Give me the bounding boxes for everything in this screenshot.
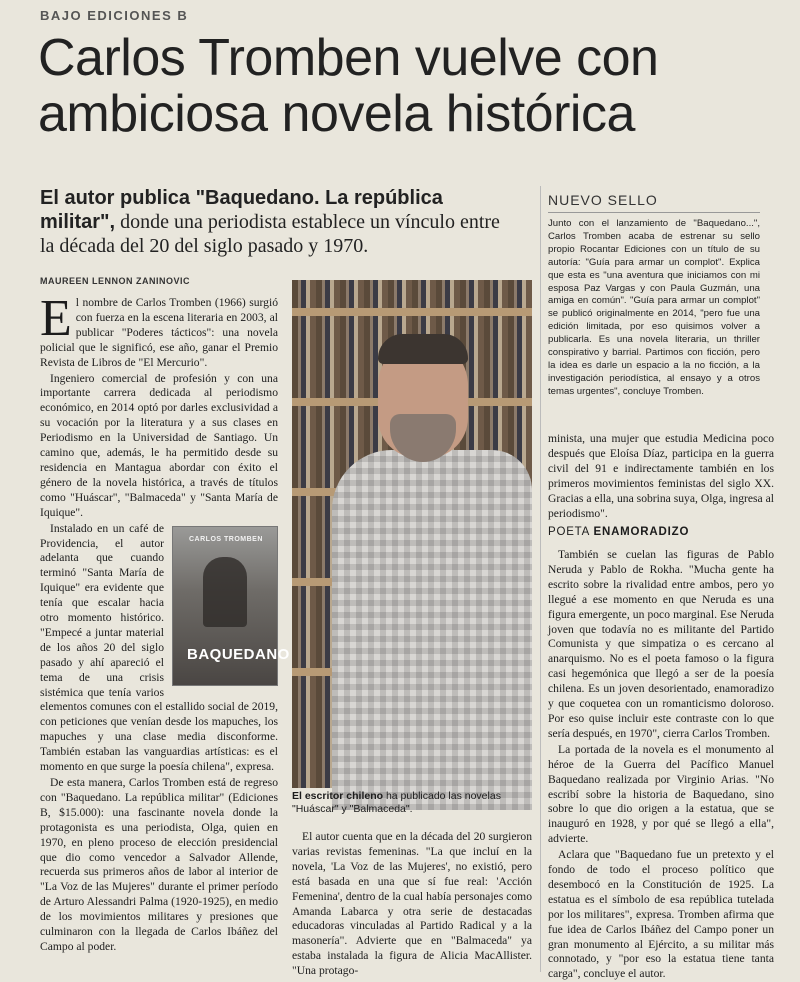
hair <box>378 334 468 364</box>
paragraph: También se cuelan las figuras de Pablo Neruda y Pablo de Rokha. "Mucha gente ha escrito sobre la rivalidad entre ambos, pero yo llegué a ese momento en que Neruda es una figura emergente, un poco marginal. Ese Neruda joven que todavía no es militante del Partido Comunista y que simpatiza o es cercano al anarquismo. No es el poeta famoso o la figura casi hegemónica que llegó a ser de la poesía chilena. Es un joven desorientado, enamoradizo y que coquetea con un romanticismo doloroso. Por eso quise incluir este contraste con lo que sería después, en 1970", cierra Carlos Tromben. <box>548 548 774 740</box>
paragraph: minista, una mujer que estudia Medicina poco después que Eloísa Díaz, participa en la guerra civil del 91 e indirectamente también en los primeros movimientos feministas del siglo XX. Gracias a ella, una sobrina suya, Olga, ingresa al periodismo". <box>548 432 774 520</box>
author-photo <box>292 280 532 788</box>
bookshelf <box>292 308 532 316</box>
deck-lead: El autor publica "Baquedano. La república militar", <box>40 187 443 233</box>
deck-rest: donde una periodista establece un vínculo entre la década del 20 del siglo pasado y 1970. <box>40 211 500 257</box>
paragraph: El autor cuenta que en la década del 20 surgieron varias revistas femeninas. "La que incluí en la novela, 'La Voz de las Mujeres', no existió, pero está basada en una que sí fue real: 'Acción Femenina', dentro de la cual había personajes como Amanda Labarca y otra serie de destacadas educadoras vinculadas al Partido Radical y a la masonería". Advierte que en "Balmaceda" ya estaba instalada la figura de Alicia MacAllister. "Una protago- <box>292 830 532 978</box>
photo-caption <box>292 790 532 816</box>
paragraph <box>40 290 278 371</box>
drop-cap: E <box>40 290 72 347</box>
paragraph: La portada de la novela es el monumento al héroe de la Guerra del Pacífico Manuel Baquedano realizada por Virginio Arias. "No escribí sobre la historia de Baquedano, sino sobre lo que dio origen a la estatua, que se inauguró en 1928, y por qué se llegó a ella", advierte. <box>548 742 774 846</box>
section-heading-bold: ENAMORADIZO <box>593 526 690 538</box>
article-deck <box>40 186 510 258</box>
cover-author: CARLOS TROMBEN <box>189 535 263 543</box>
sidebar-text: Junto con el lanzamiento de "Baquedano...", Carlos Tromben acaba de estrenar su sello propio Rocantar Ediciones con un título de su autoría: "Guía para armar un complot". Explica que esta es "una aventura que iniciamos con mi esposa Paz Vargas y con Paula Guzmán, una amiga en común". "Guía para armar un complot" se publicó originalmente en 2014, "pero fue una edición limitada, por eso quisimos volver a publicarla. Es una novela literaria, un thriller conspirativo y barrial. Partimos con ficción, pero la idea es darle un espacio a la no ficción, a la investigación periodística, al ensayo y a otros temas urgentes", concluye Tromben. <box>548 218 760 397</box>
sidebar-box <box>548 218 760 399</box>
paragraph <box>40 521 290 775</box>
caption-rest: ha publicado las novelas "Huáscar" y "Balmaceda". <box>292 790 501 815</box>
article-column-3 <box>548 432 774 520</box>
paragraph-text: Instalado en un café de Providencia, el autor adelanta que cuando terminó "Santa María de Iquique" era evidente que tenía que escalar hacia otro momento histórico. "Empecé a juntar material de los años 20 del siglo pasado y ahí apareció el tema de una crisis sistémica que tenía varios elementos comunes con el estallido social de 2019, con peticiones que venían desde los mapuches, los mapuches y una clase media disconforme. También estaban las vanguardias artísticas: es el momento en que surge la poesía chilena", expresa. <box>40 521 278 774</box>
cover-title: BAQUEDANO <box>187 645 290 663</box>
byline: MAUREEN LENNON ZANINOVIC <box>40 276 191 286</box>
author-figure <box>332 340 532 800</box>
article-headline: Carlos Tromben vuelve con ambiciosa novela histórica <box>38 29 659 143</box>
paragraph-text: l nombre de Carlos Tromben (1966) surgió con fuerza en la escena literaria en 2003, al publicar "Poderes tácticos": una novela policial que le significó, ese año, ganar el Premio Revista de Libros de "El Mercurio". <box>40 296 278 369</box>
paragraph: Ingeniero comercial de profesión y con una importante carrera dedicada al periodismo económico, en 2014 optó por darles exclusividad a su vocación por la literatura y a sus clases en Periodismo en la Universidad de Santiago. Un camino que, además, le ha permitido desde su residencia en Mantagua abordar con éxito el género de la novela histórica, a través de títulos como "Huáscar", "Balmaceda" y "Santa María de Iquique". <box>40 371 278 519</box>
book-cover-image <box>172 526 290 686</box>
paragraph: Aclara que "Baquedano fue un pretexto y el fondo de todo el proceso político que desembocó en la Constitución de 1925. La estatua es el símbolo de esa república tutelada por los militares", expresa. Tromben afirma que fue idea de Carlos Ibáñez del Campo poner un gran monumento al Ejército, a su militar más connotado, y "por eso la estatua tiene tanta carga", concluye el autor. <box>548 848 774 981</box>
section-heading-prefix: POETA <box>548 526 594 538</box>
article-column-2 <box>292 830 532 978</box>
statue-figure <box>203 557 247 627</box>
article-column-4 <box>548 548 774 981</box>
article-column-1 <box>40 290 290 972</box>
shirt <box>332 450 532 810</box>
sidebar-rule <box>548 212 760 213</box>
sidebar-heading: NUEVO SELLO <box>548 192 658 208</box>
section-kicker: BAJO EDICIONES B <box>40 8 189 23</box>
caption-lead: El escritor chileno <box>292 790 384 802</box>
column-divider <box>540 186 541 972</box>
section-heading <box>548 526 689 538</box>
paragraph: De esta manera, Carlos Tromben está de regreso con "Baquedano. La república militar" (Ediciones B, $15.000): una fascinante novela donde la protagonista es una periodista, Olga, quien en 1970, en pleno proceso de elección presidencial que dio como vencedor a Salvador Allende, recuerda sus primeros años de labor al interior de "La Voz de las Mujeres" durante el primer período de Arturo Alessandri Palma (1920-1925), en medio de los movimientos militares y presiones que culminaron con la llegada de Carlos Ibáñez del Campo al poder. <box>40 776 278 953</box>
